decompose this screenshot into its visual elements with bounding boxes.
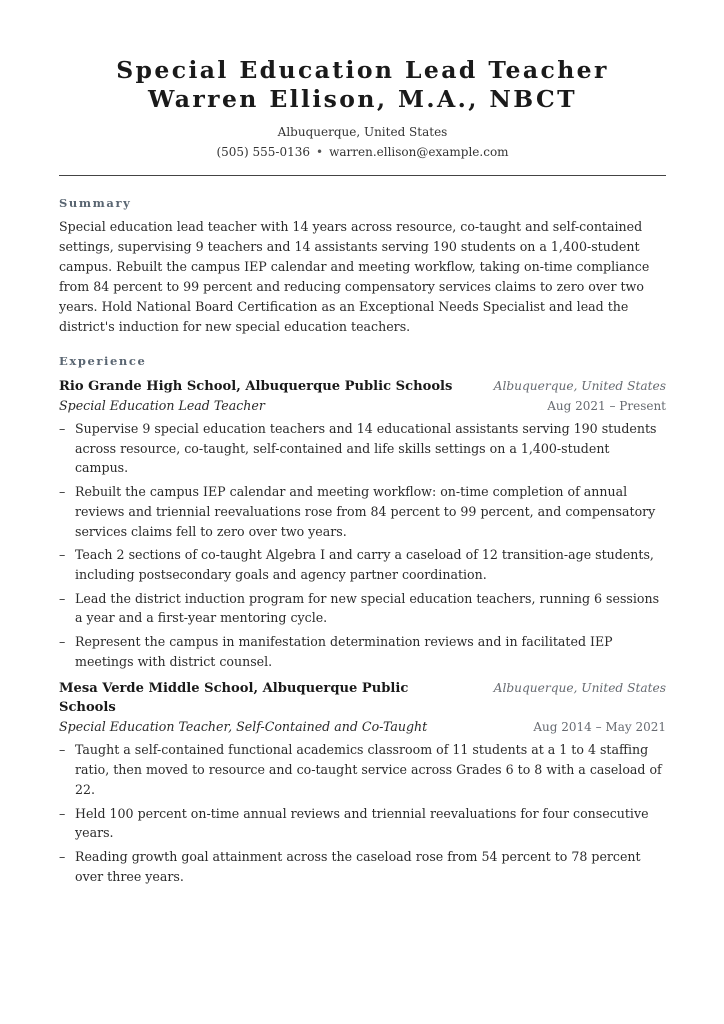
job-header — [59, 377, 666, 396]
bullet-item — [59, 632, 666, 671]
bullet-item — [59, 589, 666, 628]
experience-heading: Experience — [59, 354, 147, 368]
contact-location: Albuquerque, United States — [277, 125, 448, 139]
bullet-text: Taught a self-contained functional academics classroom of 11 students at a 1 to 4 staffing ratio, then moved to resource and co-taught service across Grades 6 to 8 with a caseload of 22. — [75, 742, 662, 797]
header-divider — [59, 175, 666, 176]
job-dates: Aug 2014 – May 2021 — [533, 720, 666, 735]
bullet-dash: – — [59, 590, 66, 606]
contact-info — [59, 122, 666, 162]
job-location: Albuquerque, United States — [493, 681, 666, 696]
contact-line — [59, 142, 666, 162]
job-header — [59, 679, 666, 717]
bullet-text: Teach 2 sections of co-taught Algebra I and carry a caseload of 12 transition-age students, including postsecondary goals and agency partner coordination. — [75, 547, 654, 582]
bullet-dash: – — [59, 848, 66, 864]
job-entry — [59, 679, 666, 886]
contact-phone: (505) 555-0136 — [216, 145, 311, 159]
bullet-dash: – — [59, 547, 66, 563]
bullet-text: Rebuilt the campus IEP calendar and meeting workflow: on-time completion of annual reviews and triennial reevaluations rose from 84 percent to 99 percent, and compensatory services claims fell to zero over two years. — [75, 484, 656, 539]
job-dates: Aug 2021 – Present — [547, 399, 666, 413]
job-role: Special Education Teacher, Self-Contained and Co-Taught — [59, 719, 428, 735]
bullet-item — [59, 847, 666, 886]
contact-separator: • — [316, 145, 324, 159]
job-title-heading: Special Education Lead Teacher — [116, 56, 609, 84]
candidate-name: Warren Ellison, M.A., NBCT — [148, 85, 577, 113]
bullet-item — [59, 419, 666, 478]
summary-heading: Summary — [59, 196, 132, 210]
job-subheader — [59, 717, 666, 737]
job-subheader — [59, 396, 666, 416]
bullet-item — [59, 740, 666, 799]
bullet-text: Reading growth goal attainment across the caseload rose from 54 percent to 78 percent over three years. — [75, 848, 641, 884]
job-employer: Rio Grande High School, Albuquerque Public Schools — [59, 379, 453, 394]
bullet-text: Supervise 9 special education teachers and 14 educational assistants serving 190 students across resource, co-taught, self-contained and life skills settings on a 1,400-student campus. — [75, 421, 657, 476]
job-location: Albuquerque, United States — [493, 379, 666, 393]
job-entry — [59, 377, 666, 671]
bullet-text: Held 100 percent on-time annual reviews and triennial reevaluations for four consecutive years. — [75, 805, 649, 841]
resume-page — [59, 0, 666, 890]
bullet-item — [59, 545, 666, 584]
job-bullets — [59, 419, 666, 671]
bullet-dash: – — [59, 634, 66, 650]
bullet-dash: – — [59, 484, 66, 500]
resume-header — [59, 56, 666, 114]
bullet-dash: – — [59, 805, 66, 821]
contact-email: warren.ellison@example.com — [329, 145, 509, 159]
bullet-item — [59, 482, 666, 541]
job-role: Special Education Lead Teacher — [59, 398, 265, 413]
bullet-dash: – — [59, 742, 66, 758]
bullet-item — [59, 804, 666, 843]
bullet-text: Lead the district induction program for new special education teachers, running 6 sessions a year and a first-year mentoring cycle. — [75, 590, 660, 626]
job-bullets — [59, 740, 666, 886]
bullet-dash: – — [59, 421, 66, 436]
bullet-text: Represent the campus in manifestation determination reviews and in facilitated IEP meetings with district counsel. — [75, 634, 613, 669]
job-employer: Mesa Verde Middle School, Albuquerque Public Schools — [59, 681, 409, 716]
summary-text: Special education lead teacher with 14 years across resource, co-taught and self-contained settings, supervising 9 teachers and 14 assistants serving 190 students on a 1,400-student campus. Rebuilt the campus IEP calendar and meeting workflow, taking on-time compliance from 84 percent to 99 percent and reducing compensatory services claims to zero over two years. Hold National Board Certification as an Exceptional Needs Specialist and lead the district's induction for new special education teachers. — [59, 219, 650, 334]
